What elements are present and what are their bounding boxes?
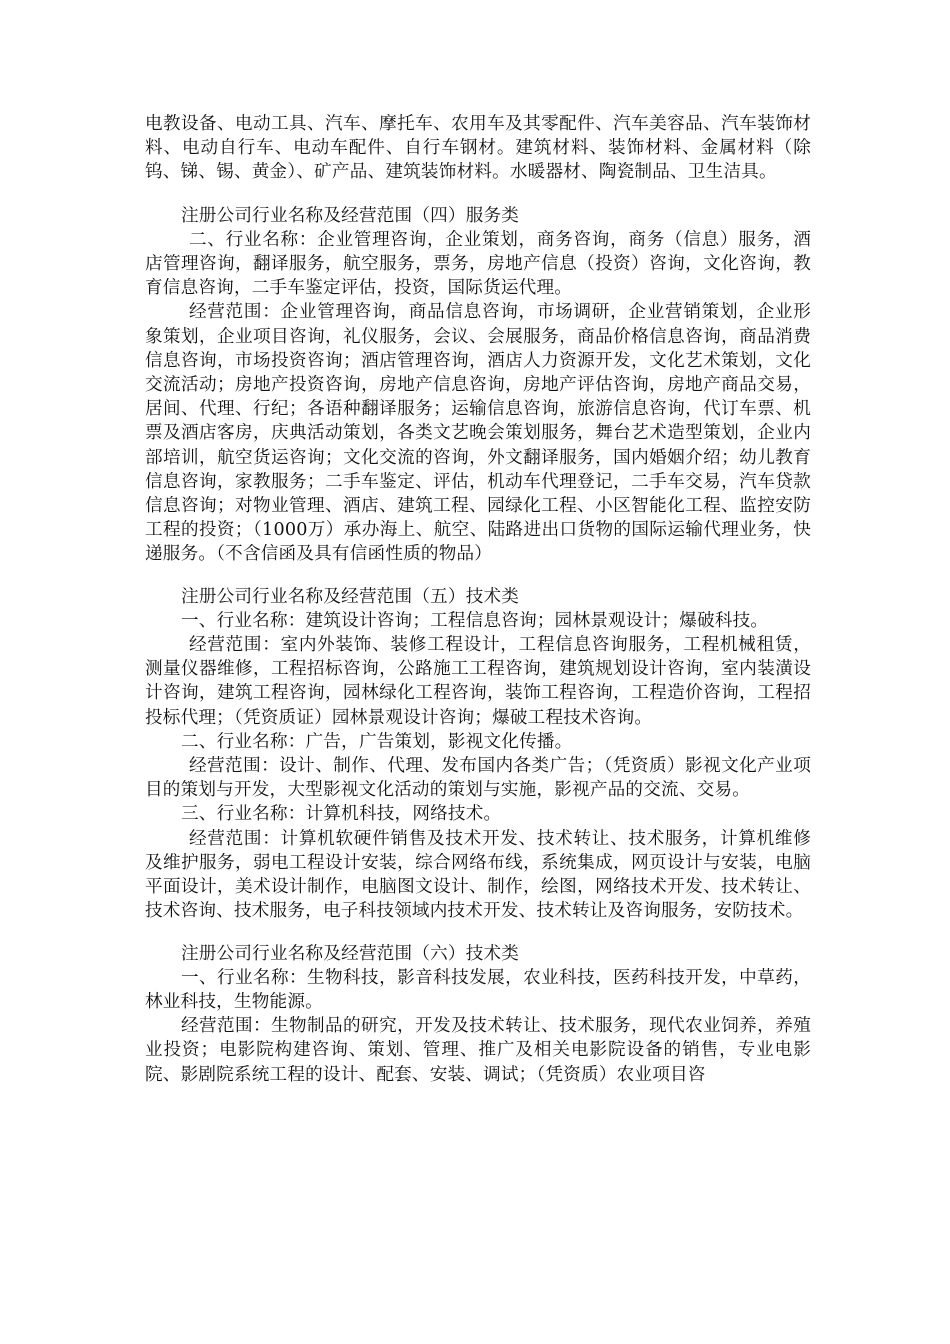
paragraph-industry-name: 一、行业名称：建筑设计咨询；工程信息咨询；园林景观设计；爆破科技。 xyxy=(181,610,769,631)
document-page xyxy=(145,112,811,1087)
paragraph-business-scope: 经营范围：室内外装饰、装修工程设计，工程信息咨询服务，工程机械租赁，测量仪器维修，工程招标咨询，公路施工工程咨询，建筑规划设计咨询，室内装潢设计咨询，建筑工程咨询，园林绿化工程咨询，装饰工程咨询，工程造价咨询，工程招投标代理；（凭资质证）园林景观设计咨询；爆破工程技术咨询。 xyxy=(145,635,811,728)
paragraph-business-scope: 经营范围：企业管理咨询，商品信息咨询，市场调研，企业营销策划，企业形象策划，企业项目咨询，礼仪服务，会议、会展服务，商品价格信息咨询，商品消费信息咨询，市场投资咨询；酒店管理咨询，酒店人力资源开发，文化艺术策划，文化交流活动；房地产投资咨询，房地产信息咨询，房地产评估咨询，房地产商品交易，居间、代理、行纪；各语种翻译服务；运输信息咨询，旅游信息咨询，代订车票、机票及酒店客房，庆典活动策划，各类文艺晚会策划服务，舞台艺术造型策划，企业内部培训，航空货运咨询；文化交流的咨询，外文翻译服务，国内婚姻介绍；幼儿教育信息咨询，家教服务；二手车鉴定、评估，机动车代理登记，二手车交易，汽车贷款信息咨询；对物业管理、酒店、建筑工程、园绿化工程、小区智能化工程、监控安防工程的投资；（1000万）承办海上、航空、陆路进出口货物的国际运输代理业务，快递服务。（不含信函及具有信函性质的物品） xyxy=(145,302,811,565)
paragraph-industry-name: 二、行业名称：广告，广告策划，影视文化传播。 xyxy=(181,731,573,752)
paragraph-industry-name: 一、行业名称：生物科技，影音科技发展，农业科技，医药科技开发，中草药，林业科技，生物能源。 xyxy=(145,967,811,1012)
paragraph-industry-name: 三、行业名称：计算机科技，网络技术。 xyxy=(181,804,502,825)
paragraph-industry-name: 二、行业名称：企业管理咨询，企业策划，商务咨询，商务（信息）服务，酒店管理咨询，翻译服务，航空服务，票务，房地产信息（投资）咨询，文化咨询，教育信息咨询，二手车鉴定评估，投资，国际货运代理。 xyxy=(145,229,811,299)
section-heading-services: 注册公司行业名称及经营范围（四）服务类 xyxy=(181,205,520,226)
section-heading-tech-6: 注册公司行业名称及经营范围（六）技术类 xyxy=(181,943,520,964)
paragraph-business-scope: 经营范围：生物制品的研究，开发及技术转让、技术服务，现代农业饲养，养殖业投资；电影院构建咨询、策划、管理、推广及相关电影院设备的销售，专业电影院、影剧院系统工程的设计、配套、安装、调试；（凭资质）农业项目咨 xyxy=(145,1016,811,1085)
paragraph-business-scope: 经营范围：设计、制作、代理、发布国内各类广告；（凭资质）影视文化产业项目的策划与开发，大型影视文化活动的策划与实施，影视产品的交流、交易。 xyxy=(145,756,811,801)
paragraph-intro: 电教设备、电动工具、汽车、摩托车、农用车及其零配件、汽车美容品、汽车装饰材料、电动自行车、电动车配件、自行车钢材。建筑材料、装饰材料、金属材料（除钨、锑、锡、黄金）、矿产品、建筑装饰材料。水暖器材、陶瓷制品、卫生洁具。 xyxy=(145,114,811,183)
paragraph-business-scope: 经营范围：计算机软硬件销售及技术开发、技术转让、技术服务，计算机维修及维护服务，弱电工程设计安装，综合网络布线，系统集成，网页设计与安装，电脑平面设计，美术设计制作，电脑图文设计、制作，绘图，网络技术开发、技术转让、技术咨询、技术服务，电子科技领域内技术开发、技术转让及咨询服务，安防技术。 xyxy=(145,828,811,922)
section-heading-tech-5: 注册公司行业名称及经营范围（五）技术类 xyxy=(181,586,520,607)
